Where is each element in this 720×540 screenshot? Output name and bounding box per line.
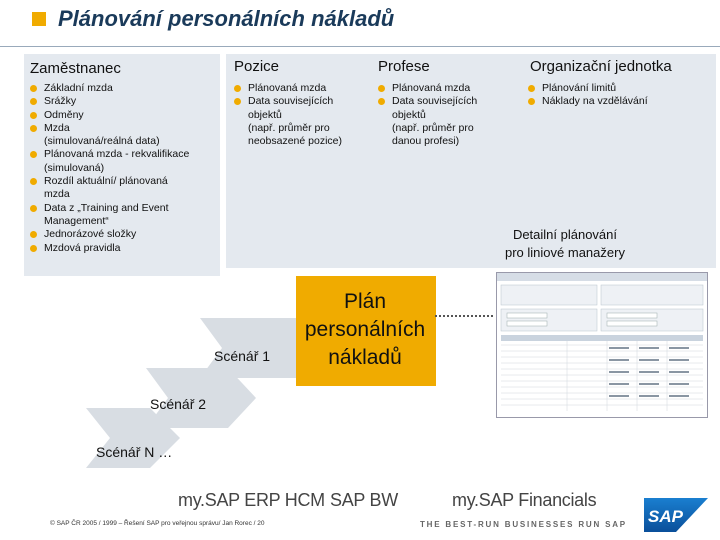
employee-heading: Zaměstnanec (30, 60, 121, 77)
plan-line-2: personálních (304, 318, 426, 341)
employee-item-text: (simulovaná/reálná data) (44, 135, 160, 148)
thumbnail-titlebar (497, 273, 707, 281)
sap-logo-icon (644, 498, 708, 532)
erp-hcm-label: my.SAP ERP HCM (178, 490, 325, 510)
org-unit-item-text: Náklady na vzdělávání (542, 95, 648, 108)
profession-item-text: (např. průměr pro (392, 121, 474, 134)
profession-item-text: danou profesi) (392, 135, 460, 148)
org-unit-heading: Organizační jednotka (530, 58, 672, 75)
employee-item-text: Mzdová pravidla (44, 241, 121, 254)
profession-heading: Profese (378, 58, 430, 75)
financials-label: my.SAP Financials (452, 490, 597, 510)
sap-bw-label: SAP BW (330, 490, 398, 510)
position-heading: Pozice (234, 58, 280, 75)
position-item-text: Plánovaná mzda (248, 82, 327, 94)
position-item-text: objektů (248, 108, 282, 121)
plan-line-3: nákladů (328, 346, 402, 369)
employee-item-text: Jednorázové složky (44, 228, 137, 241)
employee-item-text: Plánovaná mzda - rekvalifikace (44, 148, 190, 161)
connector-line (435, 315, 493, 317)
employee-item-text: Srážky (44, 95, 77, 108)
employee-item-text: Odměny (44, 108, 84, 121)
employee-item-text: Data z „Training and Event (44, 201, 169, 214)
org-unit-item-text: Plánování limitů (542, 82, 617, 94)
position-item-text: neobsazené pozice) (248, 135, 342, 148)
employee-item-text: (simulovaná) (44, 161, 105, 174)
sap-logo-text: SAP (648, 507, 683, 526)
position-item-text: (např. průměr pro (248, 121, 330, 134)
employee-item-text: Základní mzda (44, 82, 113, 94)
thumbnail-content (497, 273, 707, 417)
copyright-text: © SAP ČR 2005 / 1999 – Řešení SAP pro veřejnou správu/ Jan Rorec / 20 (50, 520, 265, 527)
scenario-n-label: Scénář N … (96, 444, 173, 460)
employee-item-text: Rozdíl aktuální/ plánovaná (44, 175, 168, 188)
scenario-2-label: Scénář 2 (150, 396, 207, 412)
detail-line-1: Detailní plánování (512, 227, 618, 242)
plan-box-label (296, 288, 434, 372)
scenario-1-label: Scénář 1 (214, 348, 271, 364)
profession-item-text: Data souvisejících (392, 95, 478, 108)
profession-item-text: objektů (392, 108, 426, 121)
detail-line-2: pro liniové manažery (505, 245, 625, 260)
profession-item-text: Plánovaná mzda (392, 82, 471, 94)
employee-item-text: Mzda (44, 121, 70, 134)
position-item-text: Data souvisejících (248, 95, 334, 108)
slogan-text: THE BEST-RUN BUSINESSES RUN SAP (420, 520, 627, 529)
employee-item-text: Management“ (44, 214, 109, 227)
employee-item-text: mzda (44, 188, 70, 201)
planning-screenshot-thumbnail (496, 272, 708, 418)
plan-line-1: Plán (343, 290, 387, 313)
page-title: Plánování personálních nákladů (58, 6, 395, 31)
